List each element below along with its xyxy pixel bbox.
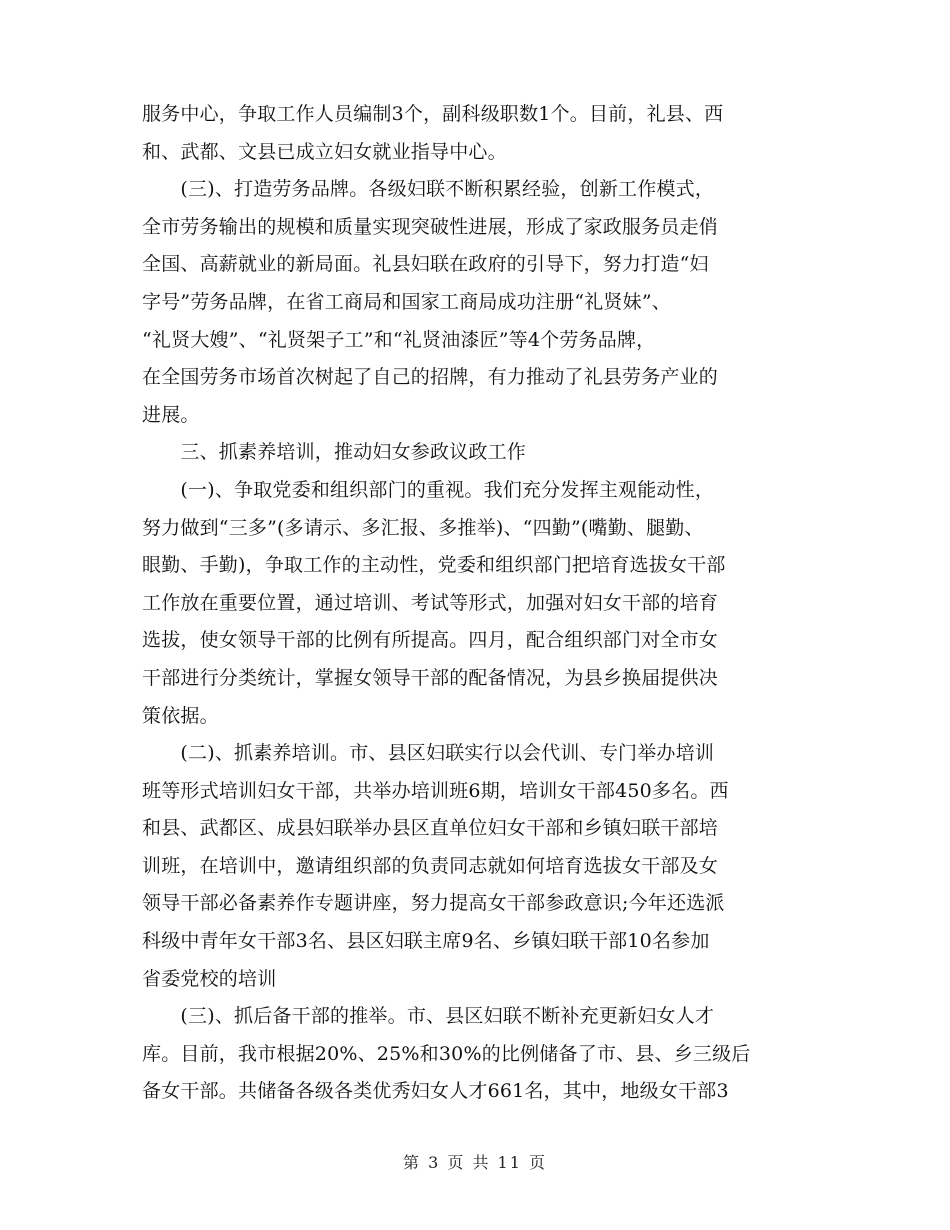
text-line: 工作放在重要位置，通过培训、考试等形式，加强对妇女干部的培育 [142, 591, 719, 614]
text-line: 眼勤、手勤)，争取工作的主动性，党委和组织部门把培育选拔女干部 [142, 554, 726, 577]
document-body [142, 96, 822, 1111]
text-line: 进展。 [142, 403, 200, 426]
text-line: 和、武都、文县已成立妇女就业指导中心。 [142, 140, 507, 163]
text-line: 训班，在培训中，邀请组织部的负责同志就如何培育选拔女干部及女 [142, 854, 719, 877]
text-line: (三)、打造劳务品牌。各级妇联不断积累经验，创新工作模式， [142, 178, 715, 201]
section-heading: 三、抓素养培训，推动妇女参政议政工作 [142, 441, 527, 464]
text-line: 字号”劳务品牌，在省工商局和国家工商局成功注册“礼贤妹”、 [142, 290, 671, 313]
text-line: 班等形式培训妇女干部，共举办培训班6期，培训女干部450多名。西 [142, 779, 729, 802]
text-line: 备女干部。共储备各级各类优秀妇女人才661名，其中，地级女干部3 [142, 1080, 729, 1103]
text-line: 在全国劳务市场首次树起了自己的招牌，有力推动了礼县劳务产业的 [142, 366, 719, 389]
text-line: 全市劳务输出的规模和质量实现突破性进展，形成了家政服务员走俏 [142, 215, 719, 238]
text-line: 科级中青年女干部3名、县区妇联主席9名、乡镇妇联干部10名参加 [142, 930, 710, 953]
text-line: 选拔，使女领导干部的比例有所提高。四月，配合组织部门对全市女 [142, 629, 719, 652]
text-line: “礼贤大嫂”、“礼贤架子工”和“礼贤油漆匠”等4个劳务品牌， [142, 328, 656, 351]
text-line: (三)、抓后备干部的推举。市、县区妇联不断补充更新妇女人才 [142, 1005, 715, 1028]
text-line: 服务中心，争取工作人员编制3个，副科级职数1个。目前，礼县、西 [142, 103, 724, 125]
text-line: 策依据。 [142, 704, 219, 727]
text-line: 库。目前，我市根据20%、25%和30%的比例储备了市、县、乡三级后 [142, 1042, 751, 1065]
text-line: (二)、抓素养培训。市、县区妇联实行以会代训、专门举办培训 [142, 742, 715, 765]
text-line: 和县、武都区、成县妇联举办县区直单位妇女干部和乡镇妇联干部培 [142, 817, 719, 840]
text-line: 努力做到“三多”(多请示、多汇报、多推举)、“四勤”(嘴勤、腿勤、 [142, 516, 704, 539]
text-line: 领导干部必备素养作专题讲座，努力提高女干部参政意识;今年还选派 [142, 892, 725, 915]
text-line: 干部进行分类统计，掌握女领导干部的配备情况，为县乡换届提供决 [142, 666, 719, 689]
text-line: 省委党校的培训 [142, 967, 277, 990]
text-line: (一)、争取党委和组织部门的重视。我们充分发挥主观能动性， [142, 478, 715, 501]
page-number-footer: 第 3 页 共 11 页 [403, 1153, 547, 1172]
text-line: 全国、高薪就业的新局面。礼县妇联在政府的引导下，努力打造“妇 [142, 253, 709, 276]
